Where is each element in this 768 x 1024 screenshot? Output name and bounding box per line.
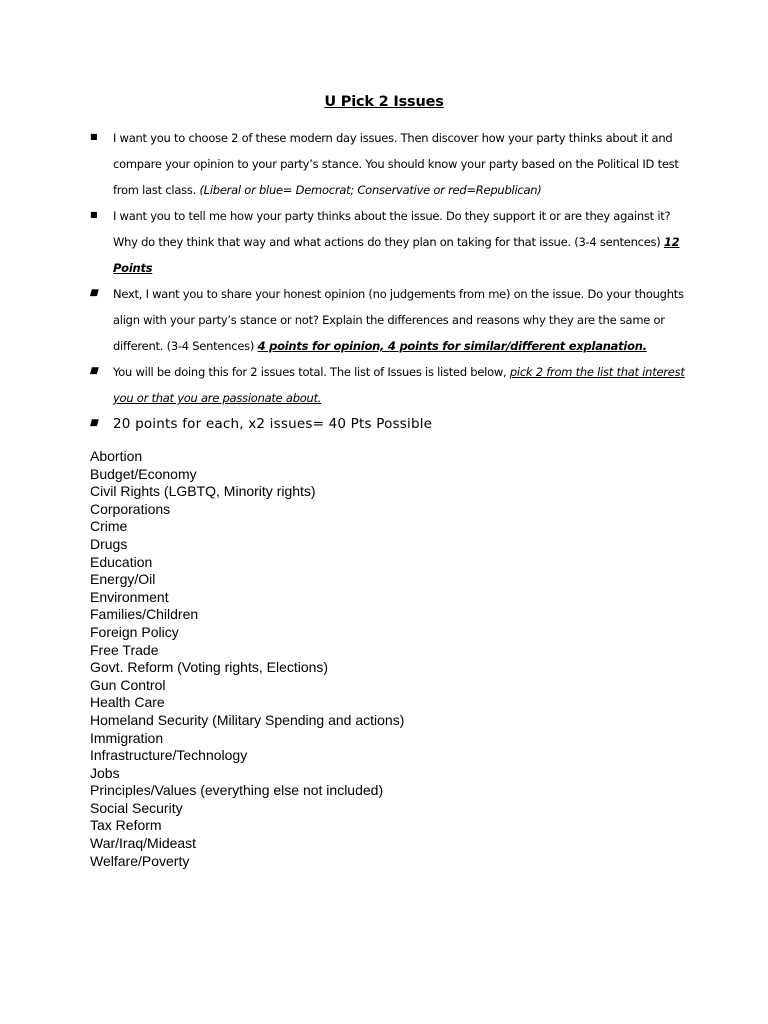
- issue-item: Environment: [90, 588, 169, 605]
- issue-item: Crime: [90, 518, 128, 535]
- issue-item: Jobs: [90, 764, 120, 781]
- issue-item: Free Trade: [90, 641, 159, 658]
- square-bullet-icon: ■: [88, 288, 100, 298]
- square-bullet-icon: ■: [88, 366, 100, 376]
- instruction-text: I want you to choose 2 of these modern day issues. Then discover how your party thinks about it and compare your opinion to your party’s stance. You should know your party based on the Political ID test from last class.: [113, 131, 679, 197]
- issue-item: Social Security: [90, 799, 183, 816]
- instruction-text: Next, I want you to share your honest opinion (no judgements from me) on the issue. Do your thoughts align with your party’s stance or not? Explain the differences and reasons why they are the same or different. (3-4 Sentences): [113, 287, 684, 353]
- instruction-item: [90, 281, 690, 359]
- issue-item: Tax Reform: [90, 817, 162, 834]
- party-color-note: (Liberal or blue= Democrat; Conservative or red=Republican): [199, 183, 542, 197]
- instruction-item: [90, 411, 690, 437]
- issue-item: Education: [90, 553, 153, 570]
- instructions-list: [90, 125, 690, 437]
- points-label: 12 Points: [113, 235, 680, 275]
- issue-item: Civil Rights (LGBTQ, Minority rights): [90, 483, 316, 500]
- instruction-item: [90, 125, 690, 203]
- issue-item: Budget/Economy: [90, 465, 197, 482]
- square-bullet-icon: ■: [88, 418, 100, 428]
- instruction-item: [90, 359, 690, 411]
- issue-item: Foreign Policy: [90, 623, 179, 640]
- instruction-item: [90, 203, 690, 281]
- points-label: 4 points for opinion, 4 points for similar/different explanation.: [257, 339, 647, 353]
- instruction-text: You will be doing this for 2 issues total. The list of Issues is listed below,: [113, 365, 510, 379]
- issue-item: Welfare/Poverty: [90, 852, 190, 869]
- issue-item: War/Iraq/Mideast: [90, 835, 197, 852]
- total-points-text: 20 points for each, x2 issues= 40 Pts Possible: [113, 416, 433, 432]
- issue-item: Corporations: [90, 500, 171, 517]
- issue-item: Health Care: [90, 694, 165, 711]
- issue-item: Energy/Oil: [90, 571, 156, 588]
- issue-item: Gun Control: [90, 676, 166, 693]
- issue-item: Govt. Reform (Voting rights, Elections): [90, 659, 329, 676]
- issue-item: Drugs: [90, 535, 128, 552]
- issue-item: Homeland Security (Military Spending and actions): [90, 711, 405, 728]
- page-title: U Pick 2 Issues: [324, 94, 444, 110]
- issue-item: Infrastructure/Technology: [90, 747, 248, 764]
- pick-instruction: pick 2 from the list that interest you or that you are passionate about.: [113, 365, 685, 405]
- square-bullet-icon: ■: [90, 132, 98, 141]
- issue-item: Abortion: [90, 448, 143, 464]
- instruction-text: I want you to tell me how your party thinks about the issue. Do they support it or are they against it? Why do they think that way and what actions do they plan on taking for that issue. (3-4 sentences): [113, 209, 671, 249]
- issue-item: Immigration: [90, 729, 164, 746]
- square-bullet-icon: ■: [90, 210, 98, 219]
- issue-item: Principles/Values (everything else not included): [90, 782, 384, 799]
- issues-list: [90, 448, 404, 870]
- issue-item: Families/Children: [90, 606, 199, 623]
